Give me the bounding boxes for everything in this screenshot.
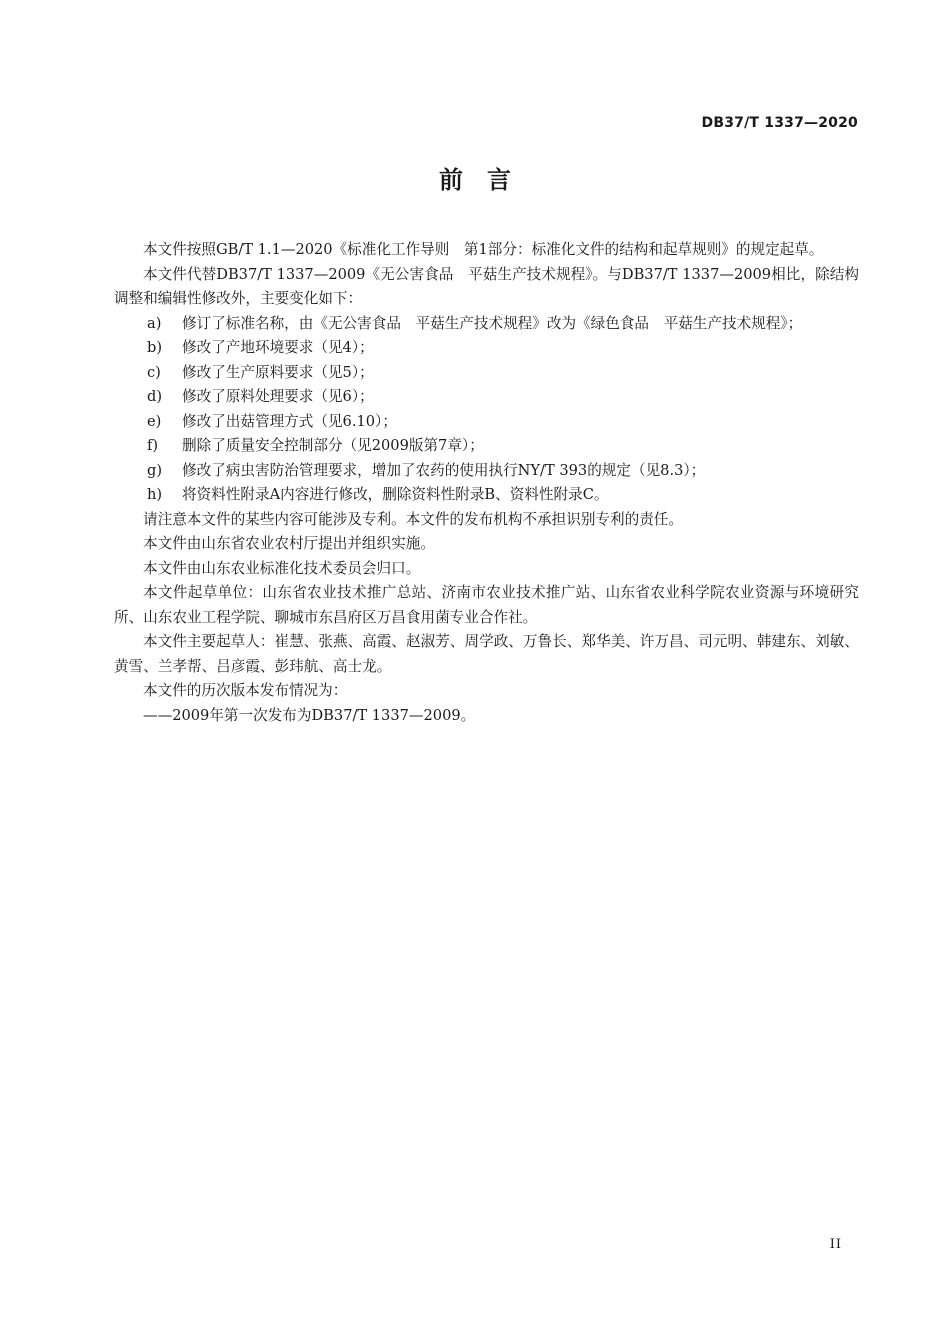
list-marker: c) [147,363,161,381]
list-item [114,434,859,459]
paragraph-drafters: 本文件主要起草人：崔慧、张燕、高霞、赵淑芳、周学政、万鲁长、郑华美、许万昌、司元明、韩建东、刘敏、黄雪、兰孝帮、吕彦霞、彭玮航、高士龙。 [114,633,859,675]
list-marker: d) [147,388,163,405]
list-item [114,459,859,484]
document-code: DB37/T 1337—2020 [701,115,858,131]
list-item-text: 修订了标准名称，由《无公害食品 平菇生产技术规程》改为《绿色食品 平菇生产技术规程》； [182,314,803,332]
list-item [114,312,859,337]
list-marker: b) [147,339,163,356]
paragraph-patent-notice: 请注意本文件的某些内容可能涉及专利。本文件的发布机构不承担识别专利的责任。 [143,510,683,528]
list-item-text: 修改了原料处理要求（见6）； [182,388,374,405]
list-marker: g) [147,461,163,479]
list-item-text: 删除了质量安全控制部分（见2009版第7章）； [182,437,484,454]
list-item [114,361,859,386]
list-item [114,385,859,410]
page-title: 前言 [439,166,535,194]
list-item [114,410,859,435]
page-number: II [829,1237,842,1252]
paragraph-drafting-units: 本文件起草单位：山东省农业技术推广总站、济南市农业技术推广站、山东省农业科学院农业资源与环境研究所、山东农业工程学院、聊城市东昌府区万昌食用菌专业合作社。 [114,584,859,626]
paragraph-drafting-rules: 本文件按照GB/T 1.1—2020《标准化工作导则 第1部分：标准化文件的结构和起草规则》的规定起草。 [143,241,824,258]
paragraph-committee: 本文件由山东农业标准化技术委员会归口。 [143,559,421,577]
paragraph-replacement: 本文件代替DB37/T 1337—2009《无公害食品 平菇生产技术规程》。与DB37/T 1337—2009相比，除结构调整和编辑性修改外，主要变化如下： [114,265,859,307]
list-marker: e) [147,412,162,430]
paragraph-proposer: 本文件由山东省农业农村厅提出并组织实施。 [143,535,435,552]
list-item-text: 修改了产地环境要求（见4）； [182,339,374,356]
list-marker: f) [147,437,159,454]
list-item-text: 修改了生产原料要求（见5）； [182,363,374,381]
list-item [114,483,859,508]
list-item-text: 修改了出菇管理方式（见6.10）； [182,412,397,430]
paragraph-history-intro: 本文件的历次版本发布情况为： [143,682,348,699]
paragraph-history-item: ——2009年第一次发布为DB37/T 1337—2009。 [143,706,476,724]
changes-list [114,312,859,508]
list-item-text: 修改了病虫害防治管理要求，增加了农药的使用执行NY/T 393的规定（见8.3）； [182,461,706,479]
list-item [114,336,859,361]
list-item-text: 将资料性附录A内容进行修改，删除资料性附录B、资料性附录C。 [182,486,609,503]
list-marker: a) [147,314,162,332]
list-marker: h) [147,486,163,503]
foreword-body [114,238,859,728]
